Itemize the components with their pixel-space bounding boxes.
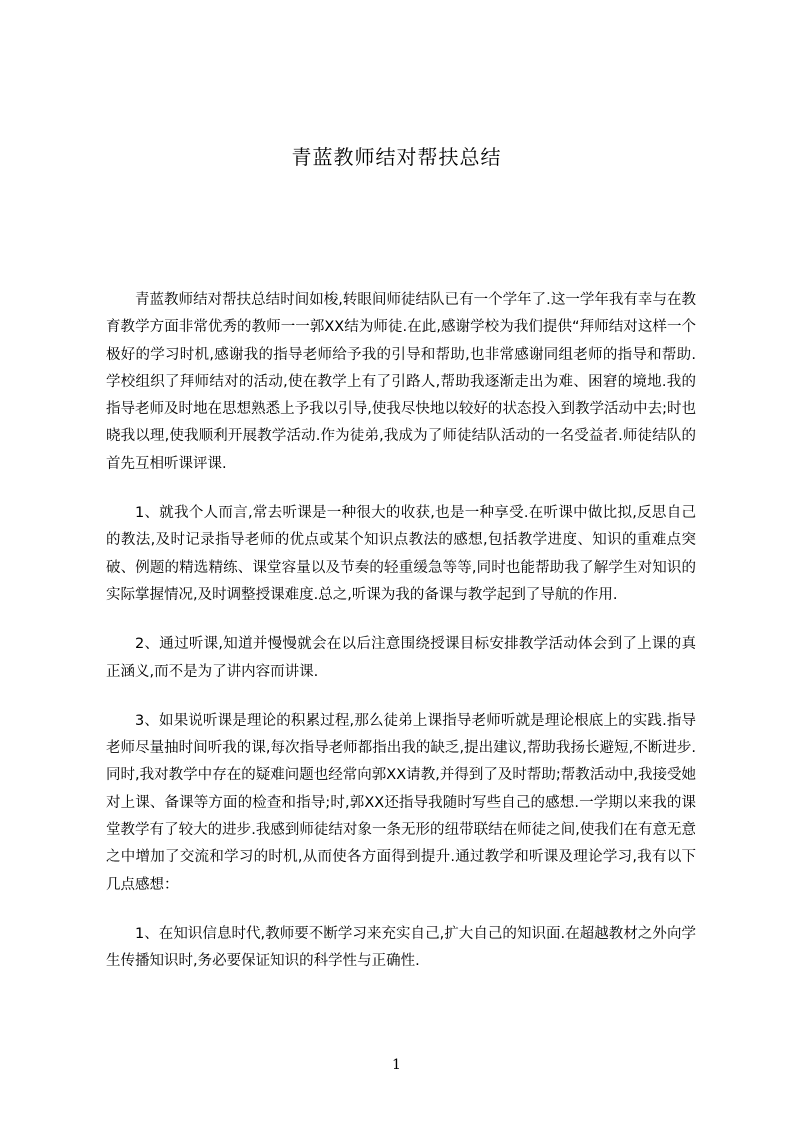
page-number: 1 bbox=[392, 1057, 401, 1073]
document-title: 青蓝教师结对帮扶总结 bbox=[291, 145, 502, 169]
paragraph-intro: 青蓝教师结对帮扶总结时间如梭,转眼间师徒结队已有一个学年了.这一学年我有幸与在教育教学方面非常优秀的教师一一郭XX结为师徒.在此,感谢学校为我们提供“拜师结对这样一个极好的学习时机,感谢我的指导老师给予我的引导和帮助,也非常感谢同组老师的指导和帮助.学校组织了拜师结对的活动,使在教学上有了引路人,帮助我逐渐走出为难、困窘的境地.我的指导老师及时地在思想熟悉上予我以引导,使我尽快地以较好的状态投入到教学活动中去;时也晓我以理,使我顺利开展教学活动.作为徒弟,我成为了师徒结队活动的一名受益者.师徒结队的首先互相听课评课. bbox=[106, 292, 696, 472]
paragraph-point-2: 2、通过听课,知道并慢慢就会在以后注意围绕授课目标安排教学活动体会到了上课的真正涵义,而不是为了讲内容而讲课. bbox=[106, 636, 696, 680]
paragraph-point-1: 1、就我个人而言,常去听课是一种很大的收获,也是一种享受.在听课中做比拟,反思自己的教法,及时记录指导老师的优点或某个知识点教法的感想,包括教学进度、知识的重难点突破、例题的精选精练、课堂容量以及节奏的轻重缓急等等,同时也能帮助我了解学生对知识的实际掌握情况,及时调整授课难度.总之,听课为我的备课与教学起到了导航的作用. bbox=[106, 505, 696, 603]
document-body bbox=[106, 287, 696, 998]
paragraph-point-3: 3、如果说听课是理论的积累过程,那么徒弟上课指导老师听就是理论根底上的实践.指导老师尽量抽时间听我的课,每次指导老师都指出我的缺乏,提出建议,帮助我扬长避短,不断进步.同时,我对教学中存在的疑难问题也经常向郭XX请教,并得到了及时帮助;帮教活动中,我接受她对上课、备课等方面的检查和指导;时,郭XX还指导我随时写些自己的感想.一学期以来我的课堂教学有了较大的进步.我感到师徒结对象一条无形的纽带联结在师徒之间,使我们在有意无意之中增加了交流和学习的时机,从而使各方面得到提升.通过教学和听课及理论学习,我有以下几点感想： bbox=[106, 712, 696, 893]
paragraph-reflection-1: 1、在知识信息时代,教师要不断学习来充实自己,扩大自己的知识面.在超越教材之外向学生传播知识时,务必要保证知识的科学性与正确性. bbox=[106, 925, 696, 970]
